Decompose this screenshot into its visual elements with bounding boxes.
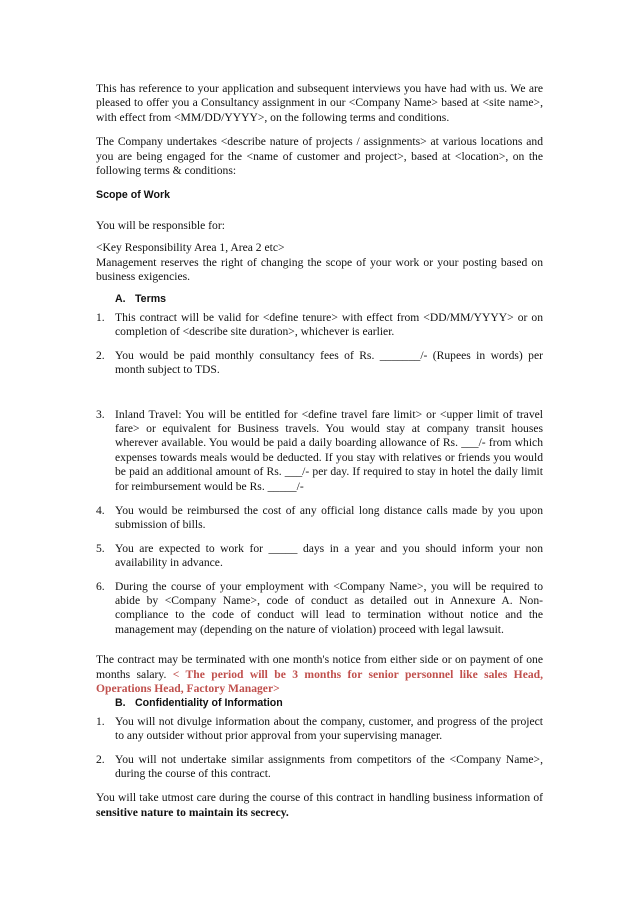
term-number: 5. <box>96 541 105 555</box>
confidentiality-heading <box>96 696 543 710</box>
term-number: 6. <box>96 579 105 593</box>
terms-letter: A. <box>115 293 126 306</box>
closing-bold-text: sensitive nature to maintain its secrecy. <box>96 805 289 819</box>
intro-paragraph-2: The Company undertakes <describe nature of projects / assignments> at various locations and you are being engaged for the <name of customer and project>, based at <location>, on the following terms & conditions: <box>96 135 543 178</box>
closing-text: You will take utmost care during the course of this contract in handling business information of <box>96 791 543 805</box>
confidentiality-number: 2. <box>96 752 105 766</box>
closing-paragraph <box>96 791 543 820</box>
terms-heading-text: Terms <box>135 293 167 306</box>
term-text: During the course of your employment with <Company Name>, you will be required to abide by <Company Name>, code of conduct as detailed out in Annexure A. Non-compliance to the code of conduct will lead to termination without notice and the management may (depending on the nature of violation) proceed with legal lawsuit. <box>115 579 543 636</box>
confidentiality-text: You will not divulge information about the company, customer, and progress of the project to any outsider without prior approval from your supervising manager. <box>115 714 543 743</box>
term-item-5 <box>96 542 543 571</box>
term-text: This contract will be valid for <define tenure> with effect from <DD/MM/YYYY> or on completion of <describe site duration>, whichever is earlier. <box>115 310 543 339</box>
document-page <box>96 82 543 820</box>
scope-areas-text: <Key Responsibility Area 1, Area 2 etc> <box>96 241 285 255</box>
scope-responsible-text: You will be responsible for: <box>96 218 225 232</box>
termination-text: The contract may be terminated with one month's notice from either side or on payment of one months salary. <box>96 653 543 681</box>
term-text: You would be paid monthly consultancy fees of Rs. _______/- (Rupees in words) per month subject to TDS. <box>115 348 543 377</box>
confidentiality-item-1 <box>96 715 543 744</box>
term-text: You would be reimbursed the cost of any official long distance calls made by you upon submission of bills. <box>115 503 543 532</box>
term-text: You are expected to work for _____ days in a year and you should inform your non availability in advance. <box>115 541 543 570</box>
intro-paragraph-1: This has reference to your application and subsequent interviews you have had with us. We are pleased to offer you a Consultancy assignment in our <Company Name> based at <site name>, with effect from <MM/DD/YYYY>, on the following terms and conditions. <box>96 82 543 124</box>
confidentiality-text: You will not undertake similar assignments from competitors of the <Company Name>, during the course of this contract. <box>115 752 543 781</box>
term-number: 2. <box>96 348 105 362</box>
term-item-3 <box>96 408 543 494</box>
confidentiality-heading-text: Confidentiality of Information <box>135 697 283 710</box>
confidentiality-letter: B. <box>115 697 126 710</box>
scope-heading: Scope of Work <box>96 189 170 202</box>
termination-note: < The period will be 3 months for senior personnel like sales Head, Operations Head, Factory Manager> <box>96 667 543 695</box>
term-item-1 <box>96 311 543 340</box>
term-item-6 <box>96 580 543 638</box>
term-text: Inland Travel: You will be entitled for <define travel fare limit> or <upper limit of travel fare> or equivalent for Business travels. You would stay at company transit houses wherever available. You would be paid a daily boarding allowance of Rs. ___/- from which expenses towards meals would be deducted. If you stay with relatives or friends you would be paid an additional amount of Rs. ___/- per day. If required to stay in hotel the daily limit for reimbursement would be Rs. _____/- <box>115 407 543 493</box>
termination-paragraph <box>96 653 543 696</box>
scope-management-text: Management reserves the right of changing the scope of your work or your posting based on business exigencies. <box>96 255 543 284</box>
term-item-4 <box>96 504 543 533</box>
term-item-2 <box>96 349 543 378</box>
term-number: 4. <box>96 503 105 517</box>
term-number: 3. <box>96 407 105 421</box>
term-number: 1. <box>96 310 105 324</box>
confidentiality-item-2 <box>96 753 543 782</box>
confidentiality-number: 1. <box>96 714 105 728</box>
terms-heading <box>96 292 543 306</box>
